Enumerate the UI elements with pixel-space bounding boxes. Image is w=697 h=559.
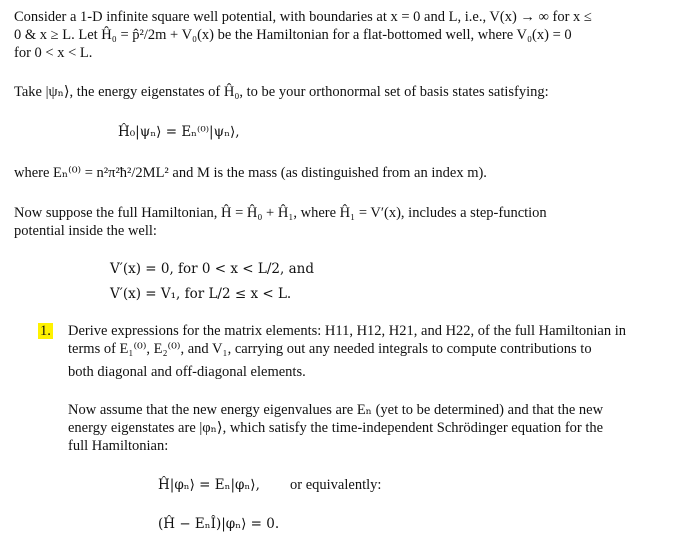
schrodinger-equation-alt: (Ĥ − EₙÎ)|φₙ⟩ = 0. — [158, 516, 280, 532]
perturbation-line-1: Now suppose the full Hamiltonian, Ĥ = Ĥ₀ + Ĥ₁, where Ĥ₁ = V′(x), includes a step-function — [14, 205, 547, 221]
perturbation-line-2: potential inside the well: — [14, 223, 157, 239]
basis-statement: Take |ψₙ⟩, the energy eigenstates of Ĥ₀, to be your orthonormal set of basis states satisfying: — [14, 84, 549, 100]
question-line-2: terms of E₁⁽⁰⁾, E₂⁽⁰⁾, and V₁, carrying out any needed integrals to compute contributions to — [68, 341, 592, 357]
eigen-paragraph-line-2: energy eigenstates are |φₙ⟩, which satisfy the time-independent Schrödinger equation for the — [68, 420, 604, 436]
question-number — [38, 323, 53, 340]
eigen-paragraph-line-1: Now assume that the new energy eigenvalues are Eₙ (yet to be determined) and that the new — [68, 402, 604, 418]
schrodinger-equation: Ĥ|φₙ⟩ = Eₙ|φₙ⟩, — [158, 477, 260, 493]
potential-equation-2: V′(x) = V₁, for L/2 ≤ x < L. — [110, 286, 292, 302]
highlighted-question-number: 1. — [40, 323, 51, 339]
question-line-3: both diagonal and off-diagonal elements. — [68, 364, 306, 380]
eigen-paragraph-line-3: full Hamiltonian: — [68, 438, 169, 454]
intro-line-3: for 0 < x < L. — [14, 45, 93, 61]
equivalently-label: or equivalently: — [290, 477, 382, 493]
basis-equation: Ĥ₀|ψₙ⟩ = Eₙ⁽⁰⁾|ψₙ⟩, — [118, 124, 240, 140]
intro-line-1: Consider a 1-D infinite square well potential, with boundaries at x = 0 and L, i.e., V(x) → ∞ for x ≤ — [14, 9, 592, 25]
question-line-1: Derive expressions for the matrix elements: H11, H12, H21, and H22, of the full Hamiltonian in — [68, 323, 626, 339]
potential-equation-1: V′(x) = 0, for 0 < x < L/2, and — [110, 261, 314, 277]
energy-definition: where Eₙ⁽⁰⁾ = n²π²ħ²/2ML² and M is the mass (as distinguished from an index m). — [14, 165, 487, 181]
intro-line-2: 0 & x ≥ L. Let Ĥ₀ = p̂²/2m + V₀(x) be the Hamiltonian for a flat-bottomed well, where V₀(x) = 0 — [14, 27, 572, 43]
